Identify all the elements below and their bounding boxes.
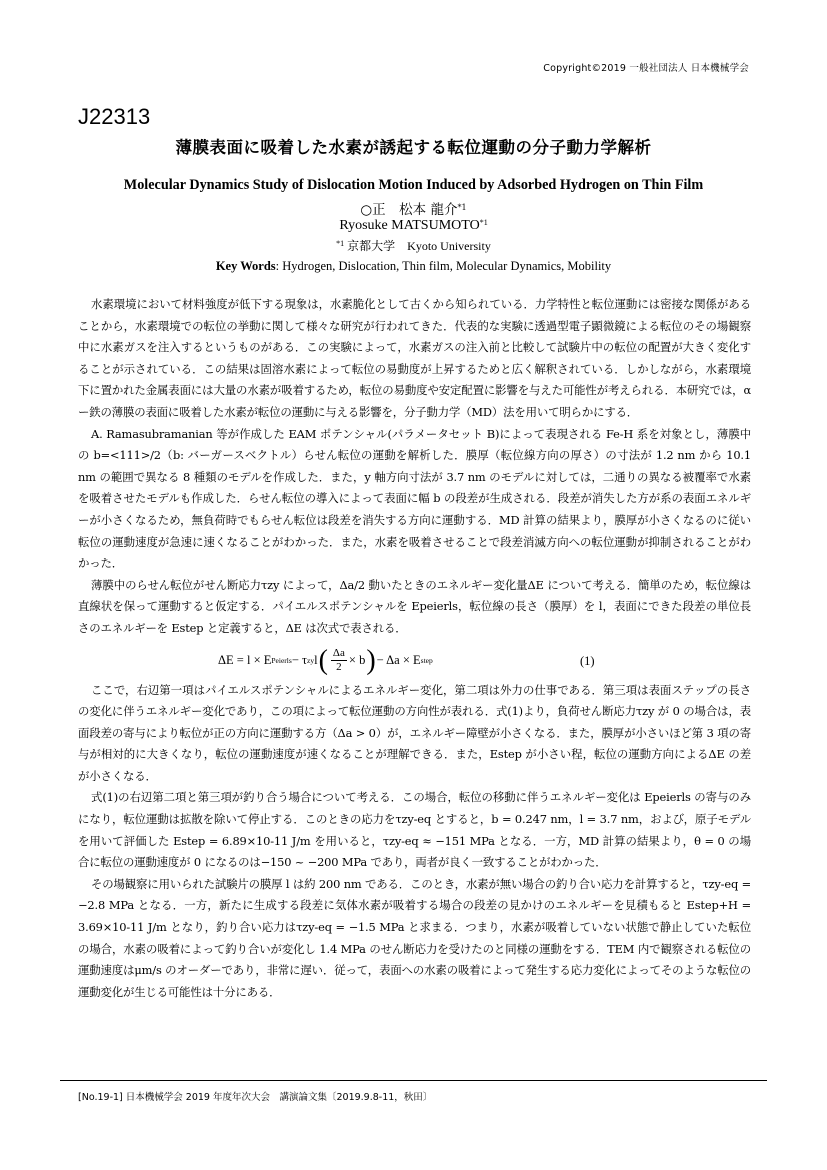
- title-japanese: 薄膜表面に吸着した水素が誘起する転位運動の分子動力学解析: [175, 138, 652, 157]
- eq-fraction: [331, 647, 347, 674]
- title-english: Molecular Dynamics Study of Dislocation Motion Induced by Adsorbed Hydrogen on Thin Film: [123, 177, 704, 193]
- paragraph-3: 薄膜中のらせん転位がせん断応力τzy によって，Δa/2 動いたときのエネルギー変化量ΔE について考える．簡単のため，転位線は直線状を保って運動すると仮定する．パイエルスポテンシャルを Epeierls，転位線の長さ（膜厚）を l，表面にできた段差の単位長さのエネルギーを Estep と定義すると，ΔE は次式で表される．: [78, 577, 751, 635]
- body-text: [78, 294, 751, 1003]
- paper-id: J22313: [78, 104, 151, 129]
- equation-1: [78, 640, 751, 680]
- eq-frac-den: 2: [336, 661, 342, 673]
- author-english-name: Ryosuke MATSUMOTO: [339, 218, 480, 233]
- author-japanese-name: ○正 松本 龍介: [360, 202, 458, 218]
- author-japanese: [0, 198, 827, 218]
- eq-mid3: × b: [348, 652, 366, 667]
- footer-text: [No.19-1] 日本機械学会 2019 年度年次大会 講演論文集〔2019.9.8-11，秋田〕: [78, 1092, 433, 1103]
- keywords-text: : Hydrogen, Dislocation, Thin film, Molecular Dynamics, Mobility: [275, 259, 612, 273]
- eq-sub-zy: zy: [307, 655, 315, 665]
- author-english-mark: *1: [479, 218, 488, 227]
- eq-paren-left: (: [318, 644, 328, 676]
- eq-paren-right: ): [366, 644, 376, 676]
- author-english: [0, 218, 827, 234]
- paragraph-2: A. Ramasubramanian 等が作成した EAM ポテンシャル(パラメータセット B)によって表現される Fe-H 系を対象とし，薄膜中の b=<111>/2（b: バーガースベクトル）らせん転位の運動を解析した．膜厚（転位線方向の厚さ）の寸法が 1.2 nm から 10.1 nm の範囲で異なる 8 種類のモデルを作成した．また，y 軸方向寸法が 3.7 nm のモデルに対しては，二通りの異なる被覆率で水素を吸着させたモデルも作成した．らせん転位の導入によって表面に幅 b の段差が生成される．段差が消失した方が系の表面エネルギーが小さくなるため，無負荷時でもらせん転位は段差を消失する方向に運動する．MD 計算の結果より，膜厚が小さくなるのに従い転位の運動速度が急速に速くなることがわかった．また，水素を吸着させることで段差消滅方向への転位運動が抑制されることがわかった．: [78, 426, 751, 571]
- paragraph-1: 水素環境において材料強度が低下する現象は，水素脆化として古くから知られている．力学特性と転位運動には密接な関係があることから，水素環境での転位の挙動に関して様々な研究が行われてきた．代表的な実験に透過型電子顕微鏡による転位のその場観察中に水素ガスを注入するというものがある．この実験によって，水素ガスの注入前と比較して試験片中の転位の配置が大きく変化することが示されている．この結果は固溶水素によって転位の易動度が上昇するためと広く解釈されている．しかしながら，水素環境下に置かれた金属表面には大量の水素が吸着するため，転位の易動度や安定配置に影響を与えた可能性が考えられる．本研究では，αー鉄の薄膜の表面に吸着した水素が転位の運動に与える影響を，分子動力学（MD）法を用いて明らかにする．: [78, 297, 751, 419]
- eq-mid4: − Δa × E: [376, 652, 421, 667]
- eq-mid1: − τ: [291, 652, 308, 667]
- eq-mid2: l: [314, 652, 318, 667]
- affiliation-mark: *1: [336, 239, 345, 248]
- keywords: [0, 259, 827, 274]
- footer-divider: [60, 1080, 767, 1081]
- paragraph-5: 式(1)の右辺第二項と第三項が釣り合う場合について考える．この場合，転位の移動に伴うエネルギー変化は Epeierls の寄与のみになり，転位運動は拡散を除いて停止する．このときの応力をτzy-eq とすると，b = 0.247 nm，l = 3.7 nm，および，原子モデルを用いて評価した Estep = 6.89×10-11 J/m を用いると，τzy-eq ≈ −151 MPa となる．一方，MD 計算の結果より，θ = 0 の場合に転位の運動速度が 0 になるのは−150 ~ −200 MPa であり，両者が良く一致することがわかった．: [78, 790, 751, 870]
- keywords-label: Key Words: [215, 259, 276, 273]
- author-japanese-mark: *1: [457, 203, 467, 212]
- equation-number: (1): [580, 653, 595, 668]
- paragraph-6: その場観察に用いられた試験片の膜厚 l は約 200 nm である．このとき，水素が無い場合の釣り合い応力を計算すると，τzy-eq = −2.8 MPa となる．一方，新たに生成する段差に気体水素が吸着する場合の段差の見かけのエネルギーを見積もると Estep+H = 3.69×10-11 J/m となり，釣り合い応力はτzy-eq = −1.5 MPa と求まる．つまり，水素が吸着していない状態で静止していた転位の場合，水素の吸着によって釣り合いが変化し 1.4 MPa のせん断応力を受けたのと同様の運動をする．TEM 内で観察される転位の運動速度はμm/s のオーダーであり，非常に遅い．従って，表面への水素の吸着によって発生する応力変化によってそのような転位の運動変化が生じる可能性は十分にある．: [78, 876, 751, 999]
- eq-sub-step: step: [420, 655, 433, 665]
- eq-sub-peierls: Peierls: [271, 655, 292, 665]
- affiliation-text: 京都大学 Kyoto University: [344, 239, 491, 253]
- copyright-notice: Copyright©2019 一般社団法人 日本機械学会: [543, 63, 749, 74]
- eq-frac-num: Δa: [332, 647, 345, 659]
- affiliation: [0, 237, 827, 254]
- paragraph-4: ここで，右辺第一項はパイエルスポテンシャルによるエネルギー変化，第二項は外力の仕事である．第三項は表面ステップの長さの変化に伴うエネルギー変化であり，この項によって転位運動の方向性が表れる．式(1)より，負荷せん断応力τzy が 0 の場合は，表面段差の寄与により転位が正の方向に運動する方（Δa > 0）が，エネルギー障壁が小さくなる．また，膜厚が小さいほど第 3 項の寄与が相対的に大きくなり，転位の運動速度が速くなることが理解できる．また，Estep が小さい程，転位の運動方向によるΔE の差が小さくなる．: [78, 682, 751, 783]
- eq-lhs: ΔE = l × E: [218, 652, 272, 667]
- equation-expression: [218, 644, 433, 678]
